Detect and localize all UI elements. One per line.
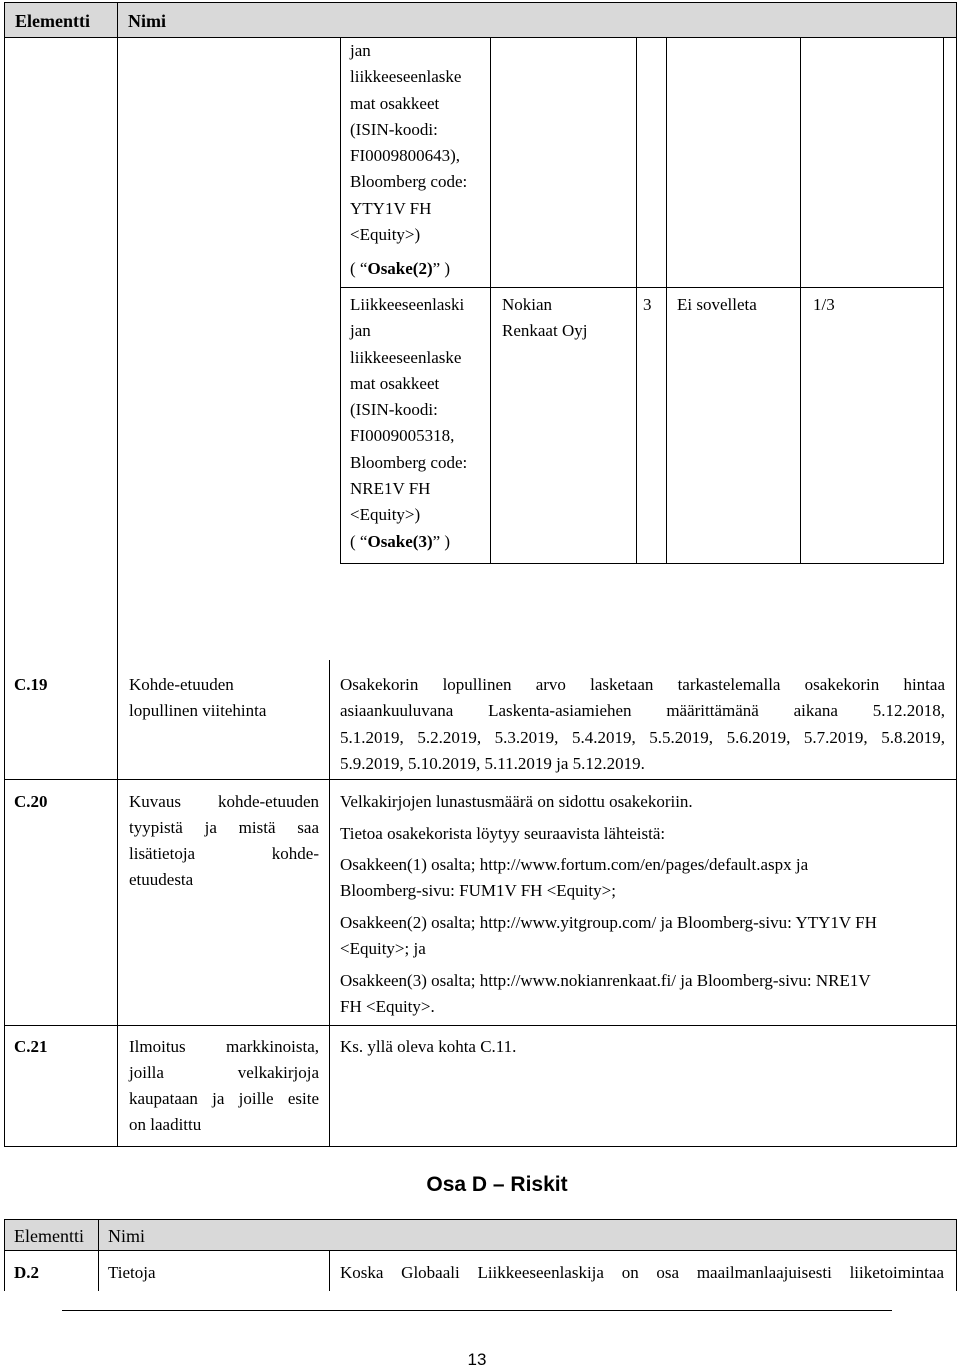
row-content-c21: Ks. yllä oleva kohta C.11. xyxy=(340,1037,517,1056)
section-d-left-border xyxy=(4,1251,5,1291)
nested-left-border xyxy=(340,38,341,564)
nested-col3-border xyxy=(636,38,637,564)
company-name: Nokian Renkaat Oyj xyxy=(502,295,588,341)
row-content-c19: Osakekorin lopullinen arvo lasketaan tarkastelemalla osakekorin hintaa asiaankuuluvana Laskenta-asiamiehen määrittämänä aikana 5.12.2018, 5.1.2019, 5.2.2019, 5.3.2019, 5.4.2019, 5.5.2019, 5.6.2019, 5.7.2019, 5.8.2019, 5.9.2019, 5.10.2019, 5.11.2019 ja 5.12.2019. xyxy=(340,675,945,773)
row-name-c21: Ilmoitus markkinoista, joilla velkakirjoja kaupataan ja joille esite on laadittu xyxy=(129,1037,319,1134)
section-d-header-elementti: Elementti xyxy=(4,1219,99,1251)
nested-right-border xyxy=(943,38,944,564)
row-content-c20-para3: Osakkeen(1) osalta; http://www.fortum.com/en/pages/default.aspx ja Bloomberg-sivu: FUM1V FH <Equity>; xyxy=(340,855,809,901)
row-name-c20: Kuvaus kohde-etuuden tyypistä ja mistä saa lisätietoja kohde- etuudesta xyxy=(129,792,319,889)
nested-row2-description: Liikkeeseenlaski jan liikkeeseenlaske mat osakkeet (ISIN-koodi: FI0009005318, Bloomberg code: NRE1V FH <Equity>) xyxy=(350,295,468,525)
outer-right-border xyxy=(956,38,957,1147)
row-divider-c19 xyxy=(4,779,957,780)
row-id-d2: D.2 xyxy=(14,1263,40,1282)
nested-col5-border xyxy=(800,38,801,564)
row-content-d2: Koska Globaali Liikkeeseenlaskija on osa maailmanlaajuisesti liiketoimintaa xyxy=(340,1263,944,1282)
col2-border xyxy=(329,660,330,1147)
row-content-c20-para4: Osakkeen(2) osalta; http://www.yitgroup.com/ ja Bloomberg-sivu: YTY1V FH <Equity>; ja xyxy=(340,913,877,959)
header-elementti: Elementti xyxy=(4,2,118,38)
nested-bottom-border xyxy=(340,563,944,564)
outer-bottom-border xyxy=(4,1146,957,1147)
footer-rule xyxy=(62,1310,892,1311)
row-name-c19: Kohde-etuuden lopullinen viitehinta xyxy=(129,675,267,720)
row-name-d2: Tietoja xyxy=(108,1263,156,1282)
nested-col2-border xyxy=(490,38,491,564)
section-d-col1-border xyxy=(98,1251,99,1291)
row-content-c20-para5: Osakkeen(3) osalta; http://www.nokianrenkaat.fi/ ja Bloomberg-sivu: NRE1V FH <Equity>. xyxy=(340,971,871,1017)
section-d-header-nimi: Nimi xyxy=(98,1219,957,1251)
nested-col4-border xyxy=(666,38,667,564)
header-nimi: Nimi xyxy=(117,2,957,38)
outer-left-border xyxy=(4,38,5,1147)
row-content-c20-para1: Velkakirjojen lunastusmäärä on sidottu osakekoriin. xyxy=(340,792,693,811)
nested-row1-description: jan liikkeeseenlaske mat osakkeet (ISIN-koodi: FI0009800643), Bloomberg code: YTY1V FH <Equity>) xyxy=(350,41,468,245)
share-label-2: ( “Osake(2)” ) xyxy=(350,259,451,278)
nested-row-divider xyxy=(340,287,944,288)
fraction-value: 1/3 xyxy=(813,295,835,314)
row-content-c20-para2: Tietoa osakekorista löytyy seuraavista lähteistä: xyxy=(340,824,666,843)
section-d-right-border xyxy=(956,1251,957,1291)
status-text: Ei sovelleta xyxy=(677,295,757,314)
section-d-col2-border xyxy=(329,1251,330,1291)
section-d-title: Osa D – Riskit xyxy=(426,1173,568,1196)
weight-number: 3 xyxy=(643,295,652,314)
col1-border xyxy=(117,38,118,1147)
row-id-c21: C.21 xyxy=(14,1037,48,1056)
row-id-c19: C.19 xyxy=(14,675,48,694)
row-id-c20: C.20 xyxy=(14,792,48,811)
page-number: 13 xyxy=(467,1350,487,1369)
share-label-3: ( “Osake(3)” ) xyxy=(350,532,451,551)
row-divider-c20 xyxy=(4,1025,957,1026)
